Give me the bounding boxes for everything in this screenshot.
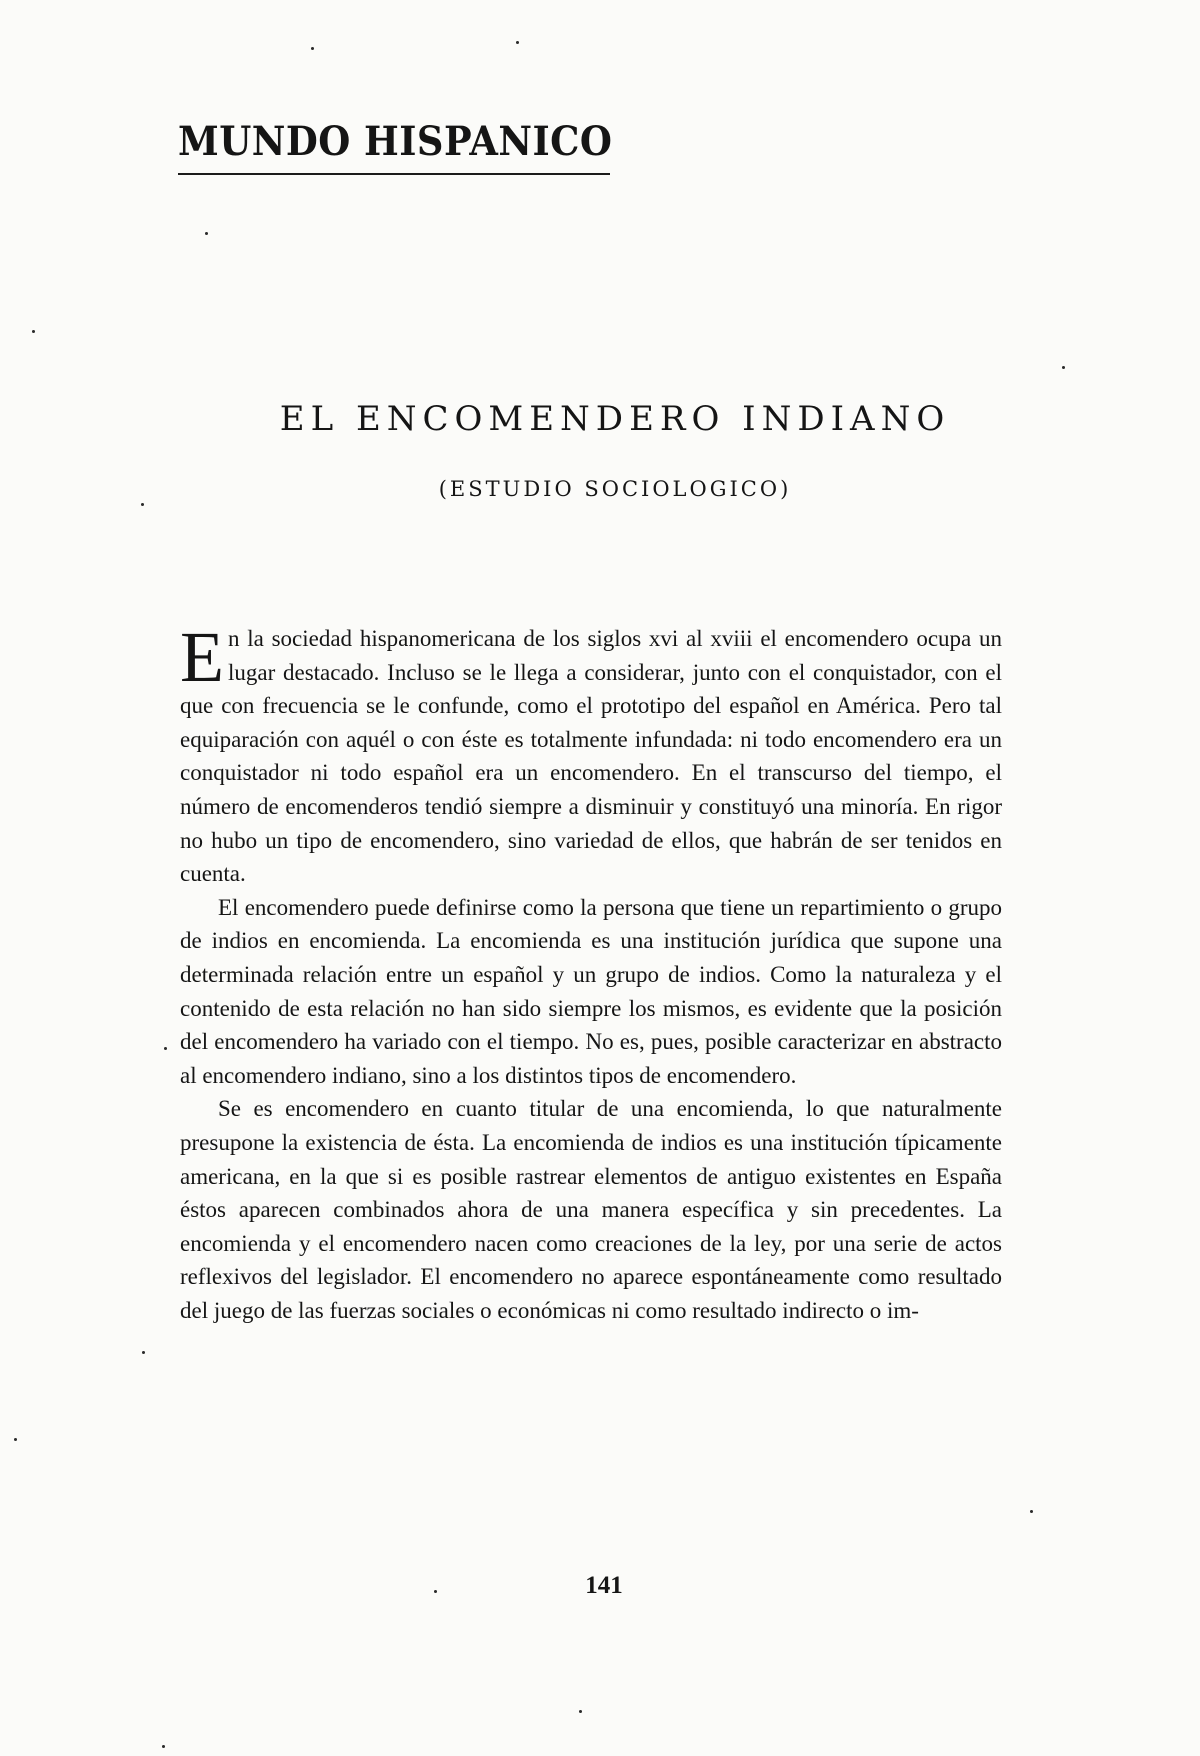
- scan-speck: [516, 41, 519, 44]
- scan-speck: [1030, 1510, 1033, 1513]
- scan-speck: [311, 47, 314, 50]
- scan-speck: [142, 1351, 145, 1354]
- scan-speck: [579, 1710, 582, 1713]
- section-header: [178, 118, 613, 175]
- article-subtitle: (ESTUDIO SOCIOLOGICO): [438, 477, 792, 501]
- paragraph-2: El encomendero puede definirse como la persona que tiene un repartimiento o grupo de indios en encomienda. La encomienda es una institución jurídica que supone una determinada relación entre un español y un grupo de indios. Como la naturaleza y el contenido de esta relación no han sido siempre los mismos, es evidente que la posición del encomendero ha variado con el tiempo. No es, pues, posible caracterizar en abstracto al encomendero indiano, sino a los distintos tipos de encomendero.: [180, 894, 1002, 1088]
- scan-speck: [164, 1047, 167, 1050]
- section-header-text: MUNDO HISPANICO: [178, 118, 613, 165]
- scan-speck: [141, 503, 144, 506]
- paragraph-1: [180, 617, 1002, 891]
- paragraph-1-text: n la sociedad hispanomericana de los siglos xvi al xviii el encomendero ocupa un lugar destacado. Incluso se le llega a considerar, junto con el conquistador, con el que con frecuencia se le confunde, como el prototipo del español en América. Pero tal equiparación con aquél o con éste es totalmente infundada: ni todo encomendero era un conquistador ni todo español era un encomendero. En el transcurso del tiempo, el número de encomenderos tendió siempre a disminuir y constituyó una minoría. En rigor no hubo un tipo de encomendero, sino variedad de ellos, que habrán de ser tenidos en cuenta.: [180, 626, 1002, 887]
- scan-speck: [32, 330, 35, 333]
- scan-speck: [205, 232, 208, 235]
- scan-speck: [14, 1438, 17, 1441]
- scan-speck: [1062, 366, 1065, 369]
- page-number: 141: [585, 1572, 623, 1599]
- scan-speck: [162, 1745, 165, 1748]
- paragraph-3: Se es encomendero en cuanto titular de una encomienda, lo que naturalmente presupone la existencia de ésta. La encomienda de indios es una institución típicamente americana, en la que si es posible rastrear elementos de antiguo existentes en España éstos aparecen combinados ahora de una manera específica y sin precedentes. La encomienda y el encomendero nacen como creaciones de la ley, por una serie de actos reflexivos del legislador. El encomendero no aparece espontáneamente como resultado del juego de las fuerzas sociales o económicas ni como resultado indirecto o im-: [180, 1096, 1002, 1323]
- drop-cap: E: [180, 617, 224, 697]
- article-body: [180, 617, 1002, 1327]
- article-title: EL ENCOMENDERO INDIANO: [279, 399, 951, 439]
- scan-speck: [434, 1590, 437, 1593]
